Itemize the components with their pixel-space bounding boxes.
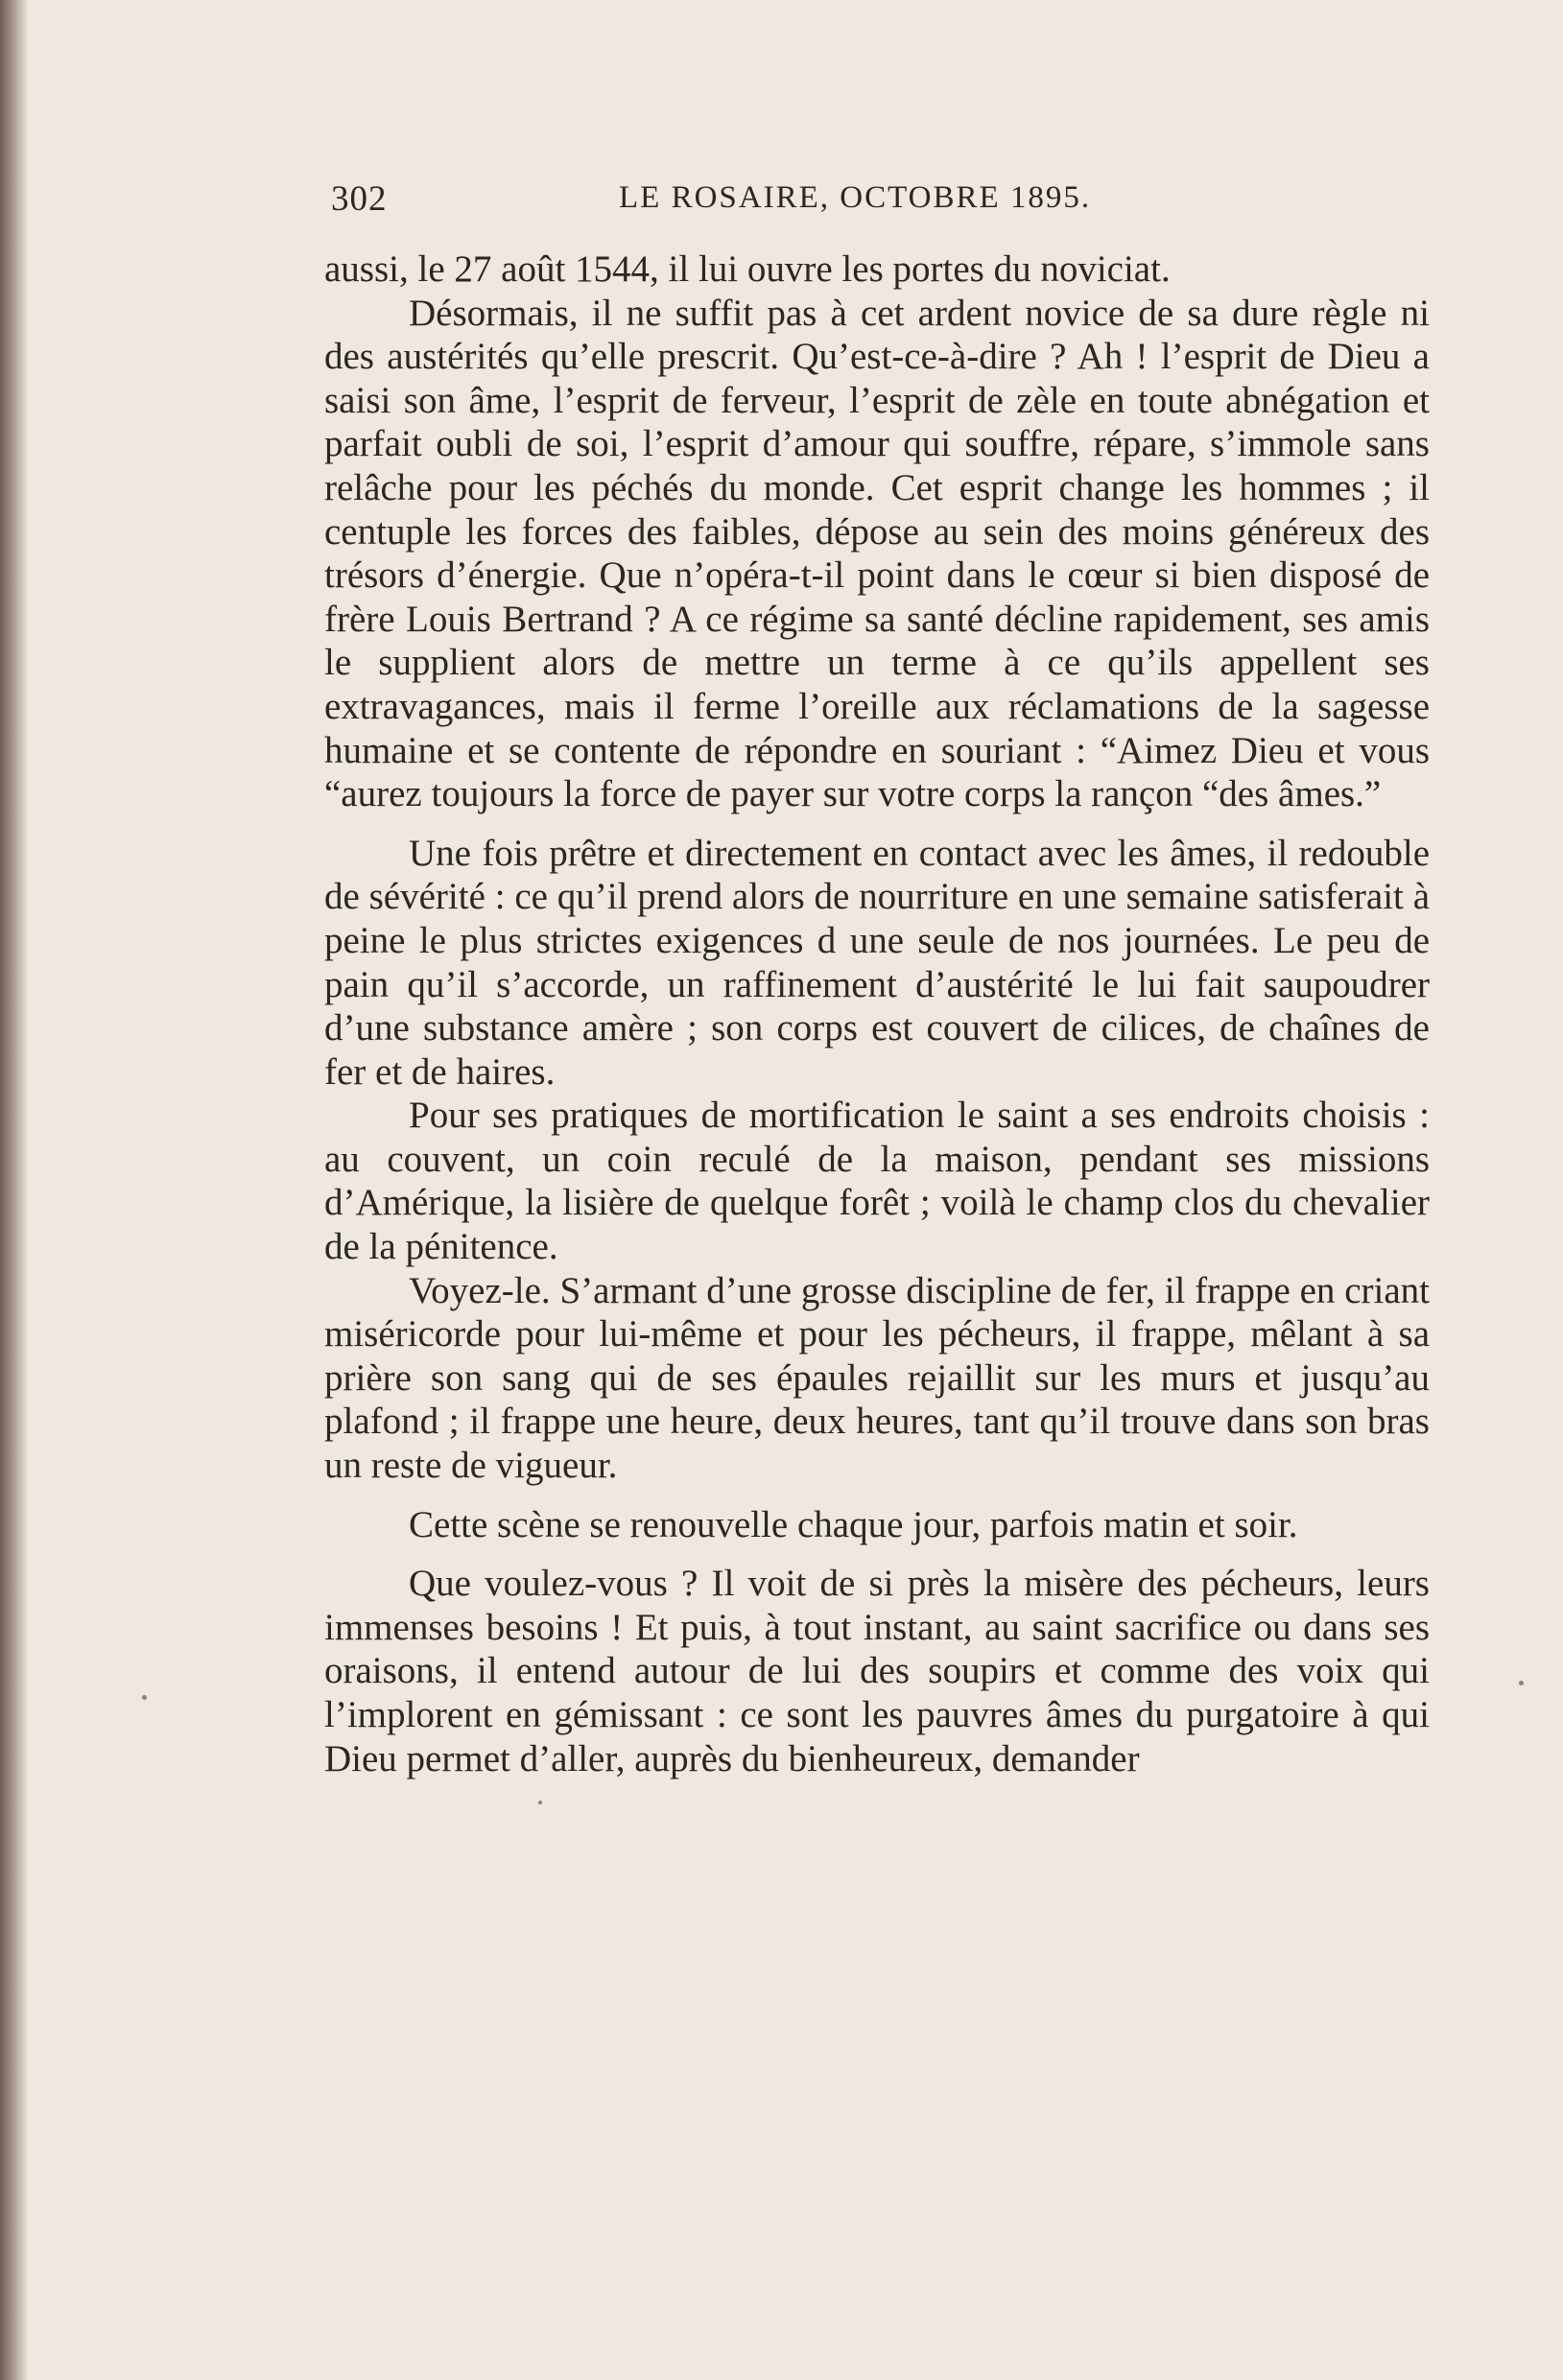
paragraph-mortification: Pour ses pratiques de mortification le saint a ses endroits choisis : au couvent, un coin reculé de la maison, pendant ses missions d’Amérique, la lisière de quelque forêt ; voilà le champ clos du chevalier de la pénitence. xyxy=(324,1095,1430,1268)
page-number: 302 xyxy=(331,179,388,219)
running-head: LE ROSAIRE, OCTOBRE 1895. xyxy=(619,180,1092,215)
paper-speck xyxy=(538,1801,542,1804)
page-binding-edge xyxy=(0,0,29,2380)
body-text xyxy=(324,247,1430,1780)
paper-speck xyxy=(1519,1681,1524,1685)
paragraph-cette-scene: Cette scène se renouvelle chaque jour, parfois matin et soir. xyxy=(409,1503,1298,1545)
page-header xyxy=(331,178,1454,226)
paragraph-que-voulez-vous: Que voulez-vous ? Il voit de si près la misère des pécheurs, leurs immenses besoins ! Et puis, à tout instant, au saint sacrifice ou dans ses oraisons, il entend autour de lui des soupirs et comme des voix qui l’implorent en gémissant : ce sont les pauvres âmes du purgatoire à qui Dieu permet d’aller, auprès du bienheureux, demander xyxy=(324,1563,1430,1779)
paragraph-pretre: Une fois prêtre et directement en contact avec les âmes, il redouble de sévérité : ce qu’il prend alors de nourriture en une semaine satisferait à peine le plus strictes exigences d une seule de nos journées. Le peu de pain qu’il s’accorde, un raffinement d’austérité le lui fait saupoudrer d’une substance amère ; son corps est couvert de cilices, de chaînes de fer et de haires. xyxy=(324,832,1430,1093)
paper-speck xyxy=(142,1695,147,1700)
paragraph-voyez-le: Voyez-le. S’armant d’une grosse discipline de fer, il frappe en criant miséricorde pour lui-même et pour les pécheurs, il frappe, mêlant à sa prière son sang qui de ses épaules rejaillit sur les murs et jusqu’au plafond ; il frappe une heure, deux heures, tant qu’il trouve dans son bras un reste de vigueur. xyxy=(324,1269,1430,1487)
paragraph-continuation: aussi, le 27 août 1544, il lui ouvre les portes du noviciat. xyxy=(324,248,1171,290)
paragraph-desormais: Désormais, il ne suffit pas à cet ardent novice de sa dure règle ni des austérités qu’elle prescrit. Qu’est-ce-à-dire ? Ah ! l’esprit de Dieu a saisi son âme, l’esprit de ferveur, l’esprit de zèle en toute abnégation et parfait oubli de soi, l’esprit d’amour qui souffre, répare, s’immole sans relâche pour les péchés du monde. Cet esprit change les hommes ; il centuple les forces des faibles, dépose au sein des moins généreux des trésors d’énergie. Que n’opéra-t-il point dans le cœur si bien disposé de frère Louis Bertrand ? A ce régime sa santé décline rapidement, ses amis le supplient alors de mettre un terme à ce qu’ils appellent ses extravagances, mais il ferme l’oreille aux réclamations de la sagesse humaine et se contente de répondre en souriant : “Aimez Dieu et vous “aurez toujours la force de payer sur votre corps la rançon “des âmes.” xyxy=(324,292,1430,815)
